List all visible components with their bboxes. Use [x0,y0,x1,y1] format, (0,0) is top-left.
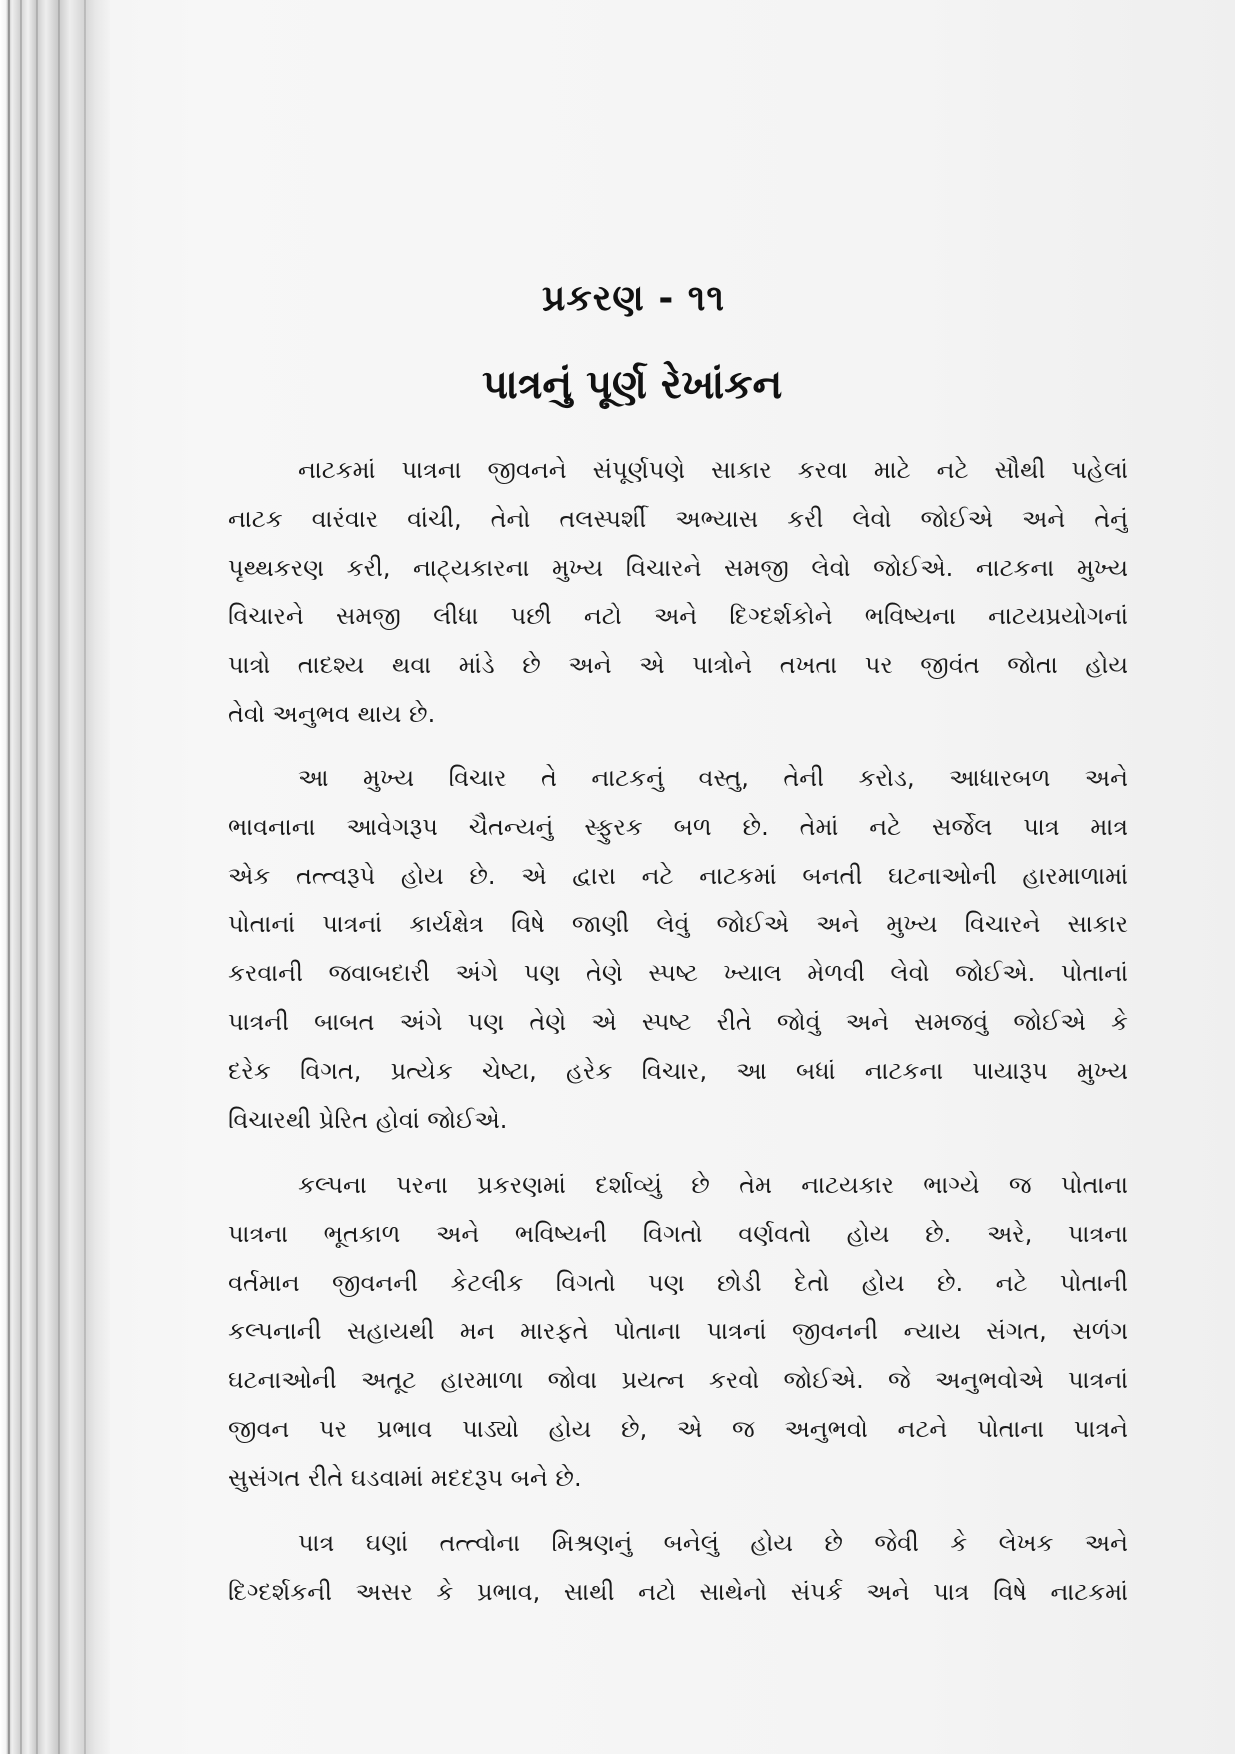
paragraph-1 [228,446,1128,739]
text-line: પૃથ્થકરણ કરી, નાટ્યકારના મુખ્ય વિચારને સમજી લેવો જોઈએ. નાટકના મુખ્ય [228,553,1128,582]
text-line: નાટકમાં પાત્રના જીવનને સંપૂર્ણપણે સાકાર કરવા માટે નટે સૌથી પહેલાં [298,456,1128,484]
page-edge-line [8,0,10,1754]
text-line: સુસંગત રીતે ઘડવામાં મદદરૂપ બને છે. [228,1463,582,1492]
text-line: પોતાનાં પાત્રનાં કાર્યક્ષેત્ર વિષે જાણી લેવું જોઈએ અને મુખ્ય વિચારને સાકાર [228,910,1128,939]
chapter-number: પ્રકરણ - ૧૧ [542,278,726,319]
text-line: એક તત્ત્વરૂપે હોય છે. એ દ્વારા નટે નાટકમાં બનતી ઘટનાઓની હારમાળામાં [228,861,1128,890]
text-line: કલ્પના પરના પ્રકરણમાં દર્શાવ્યું છે તેમ નાટયકાર ભાગ્યે જ પોતાના [298,1171,1128,1199]
paragraph-4 [228,1519,1128,1617]
text-line: કલ્પનાની સહાયથી મન મારફતે પોતાના પાત્રનાં જીવનની ન્યાય સંગત, સળંગ [228,1317,1128,1346]
text-line: દિગ્દર્શકની અસર કે પ્રભાવ, સાથી નટો સાથેનો સંપર્ક અને પાત્ર વિષે નાટકમાં [228,1577,1128,1606]
page-edge-line [84,0,86,1754]
text-line: વર્તમાન જીવનની કેટલીક વિગતો પણ છોડી દેતો હોય છે. નટે પોતાની [228,1268,1128,1297]
text-line: પાત્ર ઘણાં તત્ત્વોના મિશ્રણનું બનેલું હોય છે જેવી કે લેખક અને [298,1529,1128,1557]
page-edge-line [58,0,60,1754]
page-content [110,0,1235,1754]
text-line: તેવો અનુભવ થાય છે. [228,699,436,728]
book-edge [0,0,110,1754]
text-line: દરેક વિગત, પ્રત્યેક ચેષ્ટા, હરેક વિચાર, આ બધાં નાટકના પાયારૂપ મુખ્ય [228,1056,1128,1085]
text-line: જીવન પર પ્રભાવ પાડ્યો હોય છે, એ જ અનુભવો નટને પોતાના પાત્રને [228,1414,1128,1443]
paragraph-3 [228,1161,1128,1503]
text-line: વિચારથી પ્રેરિત હોવાં જોઈએ. [228,1105,508,1134]
text-line: પાત્રના ભૂતકાળ અને ભવિષ્યની વિગતો વર્ણવતો હોય છે. અરે, પાત્રના [228,1219,1128,1248]
page-edge-line [20,0,22,1754]
text-line: પાત્રની બાબત અંગે પણ તેણે એ સ્પષ્ટ રીતે જોવું અને સમજવું જોઈએ કે [228,1007,1128,1036]
text-line: નાટક વારંવાર વાંચી, તેનો તલસ્પર્શી અભ્યાસ કરી લેવો જોઈએ અને તેનું [228,504,1128,533]
chapter-title: પાત્રનું પૂર્ણ રેખાંકન [482,362,783,408]
page-edge-line [36,0,38,1754]
text-line: આ મુખ્ય વિચાર તે નાટકનું વસ્તુ, તેની કરોડ, આધારબળ અને [298,764,1128,792]
text-line: વિચારને સમજી લીધા પછી નટો અને દિગ્દર્શકોને ભવિષ્યના નાટયપ્રયોગનાં [228,602,1128,631]
text-line: પાત્રો તાદશ્ય થવા માંડે છે અને એ પાત્રોને તખતા પર જીવંત જોતા હોય [228,651,1128,680]
text-line: ભાવનાના આવેગરૂપ ચૈતન્યનું સ્ફુરક બળ છે. તેમાં નટે સર્જેલ પાત્ર માત્ર [228,812,1128,841]
text-line: ઘટનાઓની અતૂટ હારમાળા જોવા પ્રયત્ન કરવો જોઈએ. જે અનુભવોએ પાત્રનાં [228,1366,1128,1395]
text-line: કરવાની જવાબદારી અંગે પણ તેણે સ્પષ્ટ ખ્યાલ મેળવી લેવો જોઈએ. પોતાનાં [228,959,1128,988]
paragraph-2 [228,754,1128,1144]
